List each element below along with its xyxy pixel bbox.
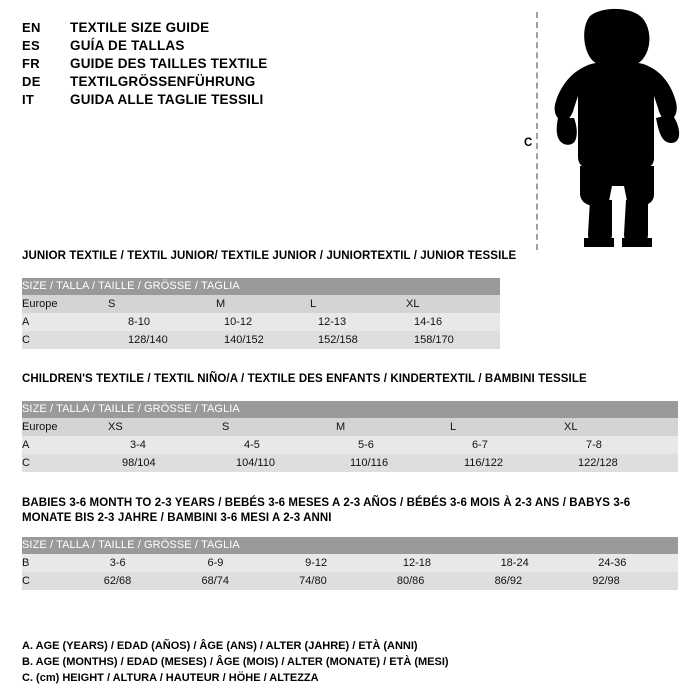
table-babies-row-c-v2: 74/80: [287, 572, 385, 590]
title-block: [22, 20, 522, 110]
height-measure-dashed-line: [536, 12, 538, 250]
table-row: [22, 436, 678, 454]
language-code-es: ES: [22, 38, 40, 53]
table-children-row-a-v0: 3-4: [108, 436, 222, 454]
title-row-it: [22, 92, 522, 107]
table-babies-row-c-v1: 68/74: [189, 572, 287, 590]
table-children-row-c-v3: 116/122: [450, 454, 564, 472]
title-row-de: [22, 74, 522, 89]
table-babies-row-b-label: B: [22, 554, 92, 572]
table-babies-row-c-label: C: [22, 572, 92, 590]
table-children-col-3: M: [336, 418, 450, 436]
table-row: [22, 454, 678, 472]
footnote-c: C. (cm) HEIGHT / ALTURA / HAUTEUR / HÖHE / ALTEZZA: [22, 672, 319, 684]
language-code-de: DE: [22, 74, 41, 89]
table-babies-row-b-v1: 6-9: [189, 554, 287, 572]
footnote-a: A. AGE (YEARS) / EDAD (AÑOS) / ÂGE (ANS) / ALTER (JAHRE) / ETÀ (ANNI): [22, 640, 418, 652]
title-text-en: TEXTILE SIZE GUIDE: [70, 20, 210, 35]
table-children-row-c-v1: 104/110: [222, 454, 336, 472]
table-row: [22, 313, 500, 331]
table-children-column-header-row: [22, 418, 678, 436]
table-junior-row-c-v1: 140/152: [216, 331, 310, 349]
table-children-row-a-v2: 5-6: [336, 436, 450, 454]
table-junior-col-3: L: [310, 295, 406, 313]
title-row-en: [22, 20, 522, 35]
table-babies-row-b-v4: 18-24: [483, 554, 581, 572]
title-text-es: GUÍA DE TALLAS: [70, 38, 185, 53]
measurement-figure: [522, 8, 692, 258]
table-junior-row-c-v3: 158/170: [406, 331, 500, 349]
table-junior-band-label: SIZE / TALLA / TAILLE / GRÖSSE / TAGLIA: [22, 278, 500, 295]
table-babies-row-b-v3: 12-18: [385, 554, 483, 572]
table-children-col-4: L: [450, 418, 564, 436]
section-heading-babies: BABIES 3-6 MONTH TO 2-3 YEARS / BEBÉS 3-6 MESES A 2-3 AÑOS / BÉBÉS 3-6 MOIS À 2-3 ANS / BABYS 3-6 MONATE BIS 2-3 JAHRE / BAMBINI 3-6 MESI A 2-3 ANNI: [22, 497, 631, 524]
table-row: [22, 554, 678, 572]
table-babies-row-b-v0: 3-6: [92, 554, 190, 572]
table-row: [22, 572, 678, 590]
table-row: [22, 331, 500, 349]
table-junior-row-a-label: A: [22, 313, 108, 331]
table-junior-col-1: S: [108, 295, 216, 313]
table-children-col-2: S: [222, 418, 336, 436]
table-children-row-c-label: C: [22, 454, 108, 472]
table-babies-band-label: SIZE / TALLA / TAILLE / GRÖSSE / TAGLIA: [22, 537, 678, 554]
table-babies: [22, 537, 678, 590]
table-children-row-c-v0: 98/104: [108, 454, 222, 472]
title-text-fr: GUIDE DES TAILLES TEXTILE: [70, 56, 268, 71]
measure-label-c: C: [522, 136, 534, 152]
section-heading-junior: JUNIOR TEXTILE / TEXTIL JUNIOR/ TEXTILE JUNIOR / JUNIORTEXTIL / JUNIOR TESSILE: [22, 250, 517, 262]
table-children-col-1: XS: [108, 418, 222, 436]
table-children-row-a-label: A: [22, 436, 108, 454]
table-junior-column-header-row: [22, 295, 500, 313]
title-row-fr: [22, 56, 522, 71]
table-children-row-a-v3: 6-7: [450, 436, 564, 454]
table-junior-row-c-v2: 152/158: [310, 331, 406, 349]
table-babies-row-c-v4: 86/92: [483, 572, 581, 590]
table-junior-row-a-v2: 12-13: [310, 313, 406, 331]
section-heading-children: CHILDREN'S TEXTILE / TEXTIL NIÑO/A / TEXTILE DES ENFANTS / KINDERTEXTIL / BAMBINI TESSILE: [22, 373, 587, 385]
table-children-band-label: SIZE / TALLA / TAILLE / GRÖSSE / TAGLIA: [22, 401, 678, 418]
table-babies-row-c-v0: 62/68: [92, 572, 190, 590]
child-silhouette-icon: [550, 8, 680, 253]
table-babies-row-c-v3: 80/86: [385, 572, 483, 590]
table-children: [22, 401, 678, 472]
language-code-en: EN: [22, 20, 41, 35]
table-junior-row-a-v1: 10-12: [216, 313, 310, 331]
table-junior: [22, 278, 500, 349]
table-children-row-a-v4: 7-8: [564, 436, 678, 454]
table-children-row-c-v4: 122/128: [564, 454, 678, 472]
table-babies-row-b-v5: 24-36: [580, 554, 678, 572]
table-babies-row-c-v5: 92/98: [580, 572, 678, 590]
table-junior-col-2: M: [216, 295, 310, 313]
footnotes: [22, 638, 682, 686]
table-children-col-5: XL: [564, 418, 678, 436]
language-code-it: IT: [22, 92, 35, 107]
table-junior-row-c-label: C: [22, 331, 108, 349]
language-code-fr: FR: [22, 56, 40, 71]
table-junior-band-row: [22, 278, 500, 295]
table-junior-row-a-v3: 14-16: [406, 313, 500, 331]
table-junior-row-c-v0: 128/140: [108, 331, 216, 349]
table-children-band-row: [22, 401, 678, 418]
table-babies-row-b-v2: 9-12: [287, 554, 385, 572]
table-junior-row-a-v0: 8-10: [108, 313, 216, 331]
footnote-b: B. AGE (MONTHS) / EDAD (MESES) / ÂGE (MOIS) / ALTER (MONATE) / ETÀ (MESI): [22, 656, 449, 668]
table-babies-band-row: [22, 537, 678, 554]
table-junior-col-4: XL: [406, 295, 500, 313]
table-children-col-0: Europe: [22, 418, 108, 436]
table-children-row-c-v2: 110/116: [336, 454, 450, 472]
table-junior-col-0: Europe: [22, 295, 108, 313]
title-text-it: GUIDA ALLE TAGLIE TESSILI: [70, 92, 264, 107]
title-row-es: [22, 38, 522, 53]
table-children-row-a-v1: 4-5: [222, 436, 336, 454]
title-text-de: TEXTILGRÖSSENFÜHRUNG: [70, 74, 256, 89]
